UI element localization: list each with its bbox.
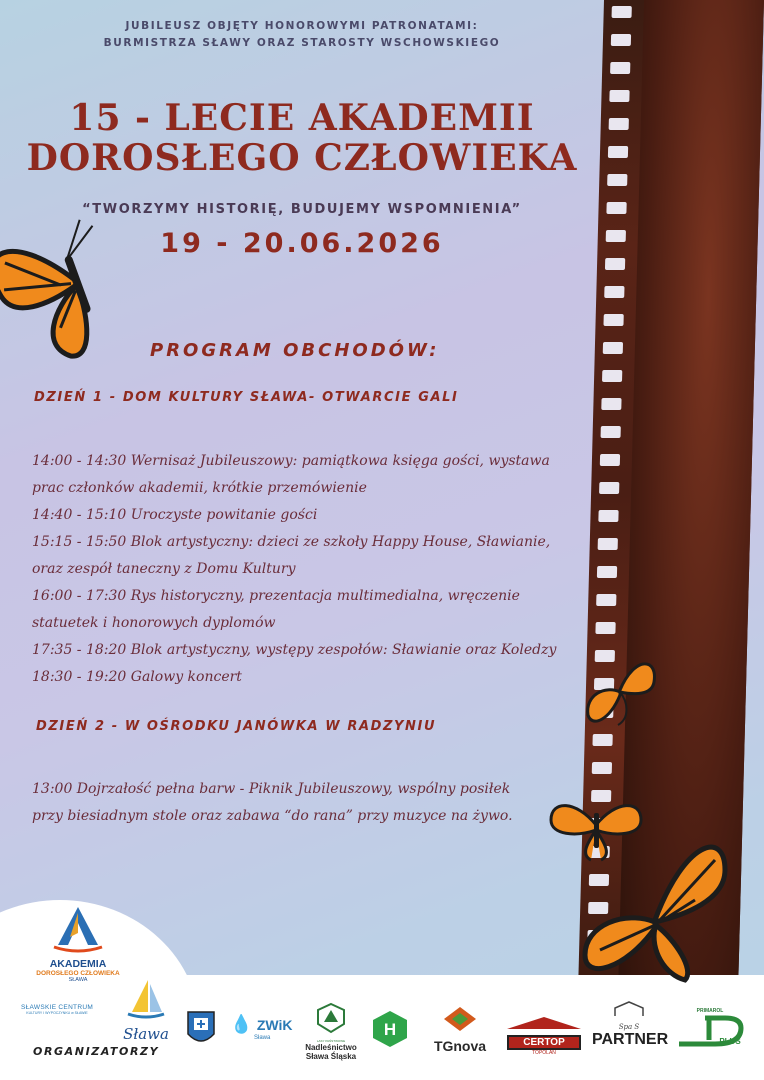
title-line-2: DOROSŁEGO CZŁOWIEKA xyxy=(26,137,578,179)
akademia-subtitle: DOROSŁEGO CZŁOWIEKA xyxy=(36,970,120,977)
schedule-line: 17:35 - 18:20 Blok artystyczny, występy zespołów: Sławianie oraz Koledzy xyxy=(32,642,557,658)
schedule-line: 15:15 - 15:50 Blok artystyczny: dzieci ze szkoły Happy House, Sławianie, xyxy=(32,534,551,550)
centrum-subtitle: KULTURY I WYPOCZYNKU w SŁAWIE xyxy=(26,1011,88,1015)
schedule-line: 16:00 - 17:30 Rys historyczny, prezentacja multimedialna, wręczenie xyxy=(32,588,520,604)
akademia-city: SŁAWA xyxy=(68,977,88,983)
butterfly-large-left-icon xyxy=(0,200,160,360)
slawa-logo xyxy=(118,978,174,1043)
zwik-city: Sława xyxy=(254,1035,271,1041)
akademia-name: AKADEMIA xyxy=(49,958,107,970)
schedule-line: oraz zespół taneczny z Domu Kultury xyxy=(32,561,296,577)
centrum-name: SŁAWSKIE CENTRUM xyxy=(20,1004,94,1011)
primarol-label: PRIMAROL xyxy=(696,1008,724,1014)
partner-name: PARTNER xyxy=(592,1031,669,1048)
certop-name: CERTOP xyxy=(507,1035,581,1050)
tgnova-logo xyxy=(424,1005,496,1054)
zwik-logo xyxy=(230,1014,300,1041)
slawa-label: Sława xyxy=(123,1025,169,1043)
schedule-line: statuetek i honorowych dyplomów xyxy=(32,615,276,631)
nadlesnictwo-line-1: Nadleśnictwo xyxy=(305,1043,357,1052)
butterfly-small-icon xyxy=(580,650,660,730)
zwik-name: ZWiK xyxy=(256,1017,293,1033)
patronage-line-1: JUBILEUSZ OBJĘTY HONOROWYMI PATRONATAMI: xyxy=(125,20,479,32)
primarol-plus-logo xyxy=(672,1008,748,1046)
schedule-line: przy biesiadnym stole oraz zabawa “do rana” przy muzyce na żywo. xyxy=(32,808,513,824)
sailboat-a-icon xyxy=(48,905,108,953)
house-outline-icon xyxy=(611,1000,647,1018)
schedule-line: 14:40 - 15:10 Uroczyste powitanie gości xyxy=(32,507,318,523)
roof-icon xyxy=(505,1016,583,1030)
day2-schedule xyxy=(32,776,592,830)
slawskie-centrum-logo xyxy=(14,1004,100,1015)
tgnova-name: TGnova xyxy=(433,1038,487,1054)
plus-name: PLUS xyxy=(719,1037,741,1046)
patronage-note xyxy=(0,18,604,52)
butterfly-large-right-icon xyxy=(575,830,735,990)
tgnova-diamond-icon xyxy=(442,1005,478,1033)
certop-subtitle: TOPOLAN xyxy=(532,1050,556,1056)
organizers-label: ORGANIZATORZY xyxy=(33,1045,160,1058)
event-title xyxy=(0,98,604,178)
h-letter: H xyxy=(383,1020,397,1039)
day1-heading: DZIEŃ 1 - DOM KULTURY SŁAWA- OTWARCIE GALI xyxy=(34,390,459,405)
nadlesnictwo-line-2: Sława Śląska xyxy=(305,1052,357,1061)
schedule-line: 14:00 - 14:30 Wernisaż Jubileuszowy: pamiątkowa księga gości, wystawa xyxy=(32,453,550,469)
day1-schedule xyxy=(32,448,592,691)
h-logo-icon xyxy=(371,1010,409,1048)
motto: “TWORZYMY HISTORIĘ, BUDUJEMY WSPOMNIENIA” xyxy=(82,202,522,217)
sail-icon xyxy=(124,978,168,1020)
patronage-line-2: BURMISTRZA SŁAWY ORAZ STAROSTY WSCHOWSKIEGO xyxy=(103,37,501,49)
schedule-line: 18:30 - 19:20 Galowy koncert xyxy=(32,669,242,685)
lasy-label: LASY PAŃSTWOWE xyxy=(316,1039,346,1043)
partner-top-text: Spa S xyxy=(618,1023,640,1031)
title-line-1: 15 - LECIE AKADEMII xyxy=(69,97,535,139)
certop-logo xyxy=(503,1016,585,1056)
day2-heading: DZIEŃ 2 - W OŚRODKU JANÓWKA W RADZYNIU xyxy=(36,719,437,734)
lasy-panstwowe-icon xyxy=(316,1002,346,1034)
event-date: 19 - 20.06.2026 xyxy=(160,228,444,259)
coat-of-arms-icon xyxy=(186,1010,216,1048)
program-heading: PROGRAM OBCHODÓW: xyxy=(150,340,440,361)
schedule-line: 13:00 Dojrzałość pełna barw - Piknik Jubileuszowy, wspólny posiłek xyxy=(32,781,511,797)
akademia-logo xyxy=(28,905,128,983)
partner-logo xyxy=(592,1000,669,1049)
nadlesnictwo-logo xyxy=(296,1002,366,1061)
water-drop-icon: 💧 xyxy=(230,1014,253,1034)
schedule-line: prac członków akademii, krótkie przemówienie xyxy=(32,480,367,496)
